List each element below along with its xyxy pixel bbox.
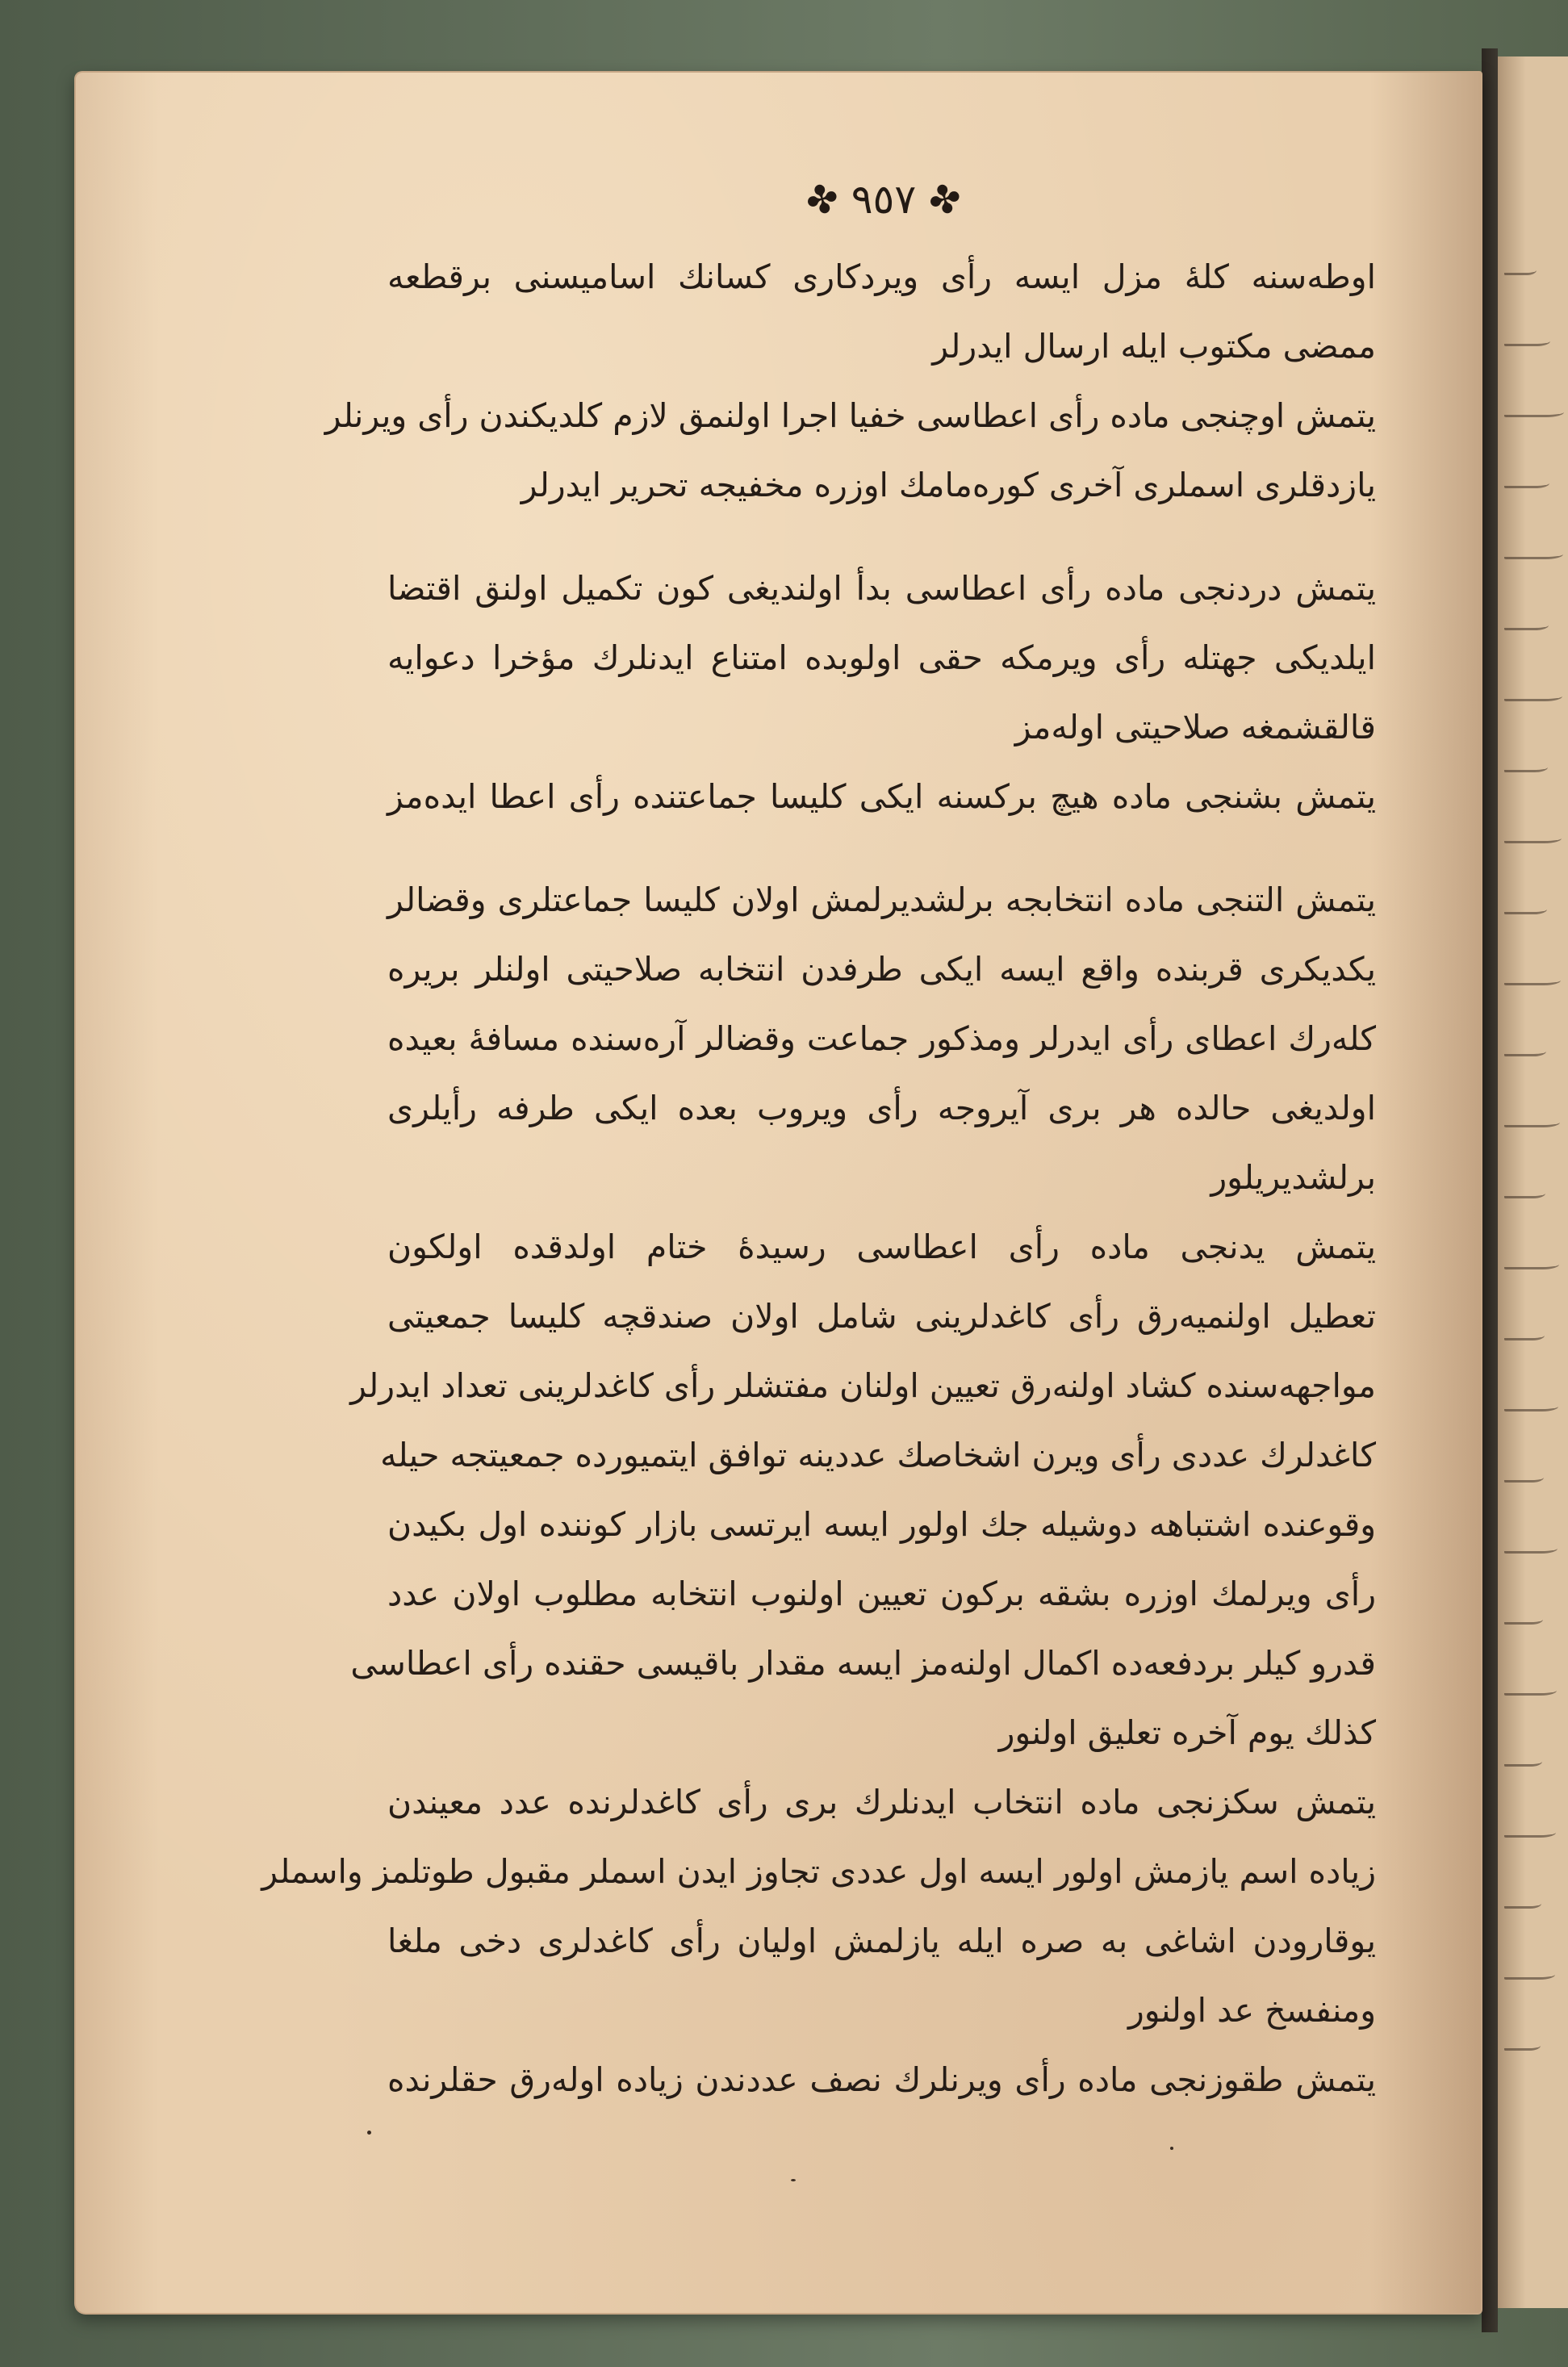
adjacent-page-text-fragment (1504, 1750, 1542, 1767)
text-line: یکدیکری قربنده واقع ایسه ایکی طرفدن انتخابه صلاحیتی اولنلر بریره (387, 950, 1376, 989)
adjacent-page-text-fragment (1504, 542, 1563, 559)
text-line: زیاده اسم یازمش اولور ایسه اول عددی تجاوز ایدن اسملر مقبول طوتلمز واسملر (261, 1852, 1376, 1891)
paragraph-gap (387, 831, 1376, 865)
adjacent-page-text-fragment (1504, 400, 1564, 417)
adjacent-page-text-fragment (1504, 826, 1562, 843)
text-line: اوطه‌سنه کلهٔ مزل ایسه رأی ویردکاری کسانك اسامیسنی برقطعه (387, 257, 1376, 296)
adjacent-page-text-fragment (1504, 1110, 1560, 1127)
adjacent-page-text-fragment (1504, 1324, 1545, 1340)
adjacent-page-text-fragment (1504, 1466, 1544, 1483)
adjacent-page-text-fragment (1504, 471, 1549, 488)
adjacent-page-text-fragment (1504, 329, 1550, 346)
text-line: تعطیل اولنمیەرق رأی کاغدلرینی شامل اولان صندقچه کلیسا جمعیتی (387, 1297, 1376, 1336)
text-line: وقوعنده اشتباهه دوشیله جك اولور ایسه ایرتسی بازار کوننده اول بکیدن (387, 1505, 1376, 1544)
adjacent-page-text-fragment (1504, 755, 1548, 772)
adjacent-page-text-fragment (1504, 1679, 1557, 1696)
text-line: کذلك یوم آخره تعلیق اولنور (998, 1713, 1376, 1752)
text-line: یوقارودن اشاغی به صره ایله یازلمش اولیان رأی کاغدلری دخی ملغا (387, 1922, 1376, 1960)
text-line: یتمش یدنجی ماده رأی اعطاسی رسیدهٔ ختام اولدقده اولکون (387, 1227, 1376, 1266)
text-line: ایلدیکی جهتله رأی ویرمکه حقی اولوبده امتناع ایدنلرك مؤخرا دعوایه (387, 638, 1376, 677)
adjacent-page-text-fragment (1504, 258, 1537, 275)
paragraph-gap (387, 520, 1376, 554)
page-number-header (795, 174, 972, 227)
adjacent-page-text-fragment (1504, 1395, 1558, 1411)
text-line: کاغدلرك عددی رأی ویرن اشخاصك عددینه توافق ایتمیورده جمعیتجه حیله (380, 1436, 1376, 1474)
text-line: قالقشمغه صلاحیتی اولەمز (1014, 708, 1376, 746)
text-line: یتمش التنجی ماده انتخابجه برلشدیرلمش اولان کلیسا جماعتلری وقضالر (387, 880, 1376, 919)
right-ornament-icon: ✤ (801, 174, 844, 227)
text-line: یازدقلری اسملری آخری کورەمامك اوزرە مخفیجه تحریر ایدرلر (521, 466, 1376, 504)
book-gutter (1482, 48, 1498, 2332)
text-line: ومنفسخ عد اولنور (1128, 1991, 1376, 2030)
adjacent-page-text-fragment (1504, 968, 1561, 985)
adjacent-page-edge (1498, 56, 1568, 2308)
adjacent-page-text-fragment (1504, 897, 1547, 914)
left-ornament-icon: ✤ (923, 174, 967, 227)
adjacent-page-text-fragment (1504, 1253, 1559, 1269)
adjacent-page-text-fragment (1504, 1892, 1541, 1909)
paper-speck (367, 2131, 371, 2135)
adjacent-page-text-fragment (1504, 1821, 1556, 1838)
text-line: قدرو کیلر بردفعه‌ده اکمال اولنەمز ایسه مقدار باقیسی حقنده رأی اعطاسی (350, 1644, 1376, 1683)
adjacent-page-text-fragment (1504, 613, 1549, 630)
paper-speck (1170, 2147, 1173, 2150)
text-line: مواجهه‌سنده کشاد اولنەرق تعیین اولنان مفتشلر رأی کاغدلرینی تعداد ایدرلر (350, 1366, 1376, 1405)
text-line: یتمش طقوزنجی ماده رأی ویرنلرك نصف عددندن زیاده اولەرق حقلرنده (387, 2060, 1376, 2099)
text-line: کلەرك اعطای رأی ایدرلر ومذکور جماعت وقضالر آرەسنده مسافهٔ بعیده (387, 1019, 1376, 1058)
text-line: یتمش دردنجی ماده رأی اعطاسی بدأ اولندیغی کون تکمیل اولنق اقتضا (387, 569, 1376, 608)
adjacent-page-text-fragment (1504, 1537, 1558, 1554)
adjacent-page-text-fragment (1504, 1963, 1555, 1980)
text-line: ممضی مکتوب ایله ارسال ایدرلر (932, 327, 1376, 366)
adjacent-page-text-fragment (1504, 1039, 1546, 1056)
text-line: یتمش بشنجی ماده هیچ برکسنه ایکی کلیسا جماعتنده رأی اعطا ایدەمز (387, 777, 1376, 816)
paper-speck (791, 2179, 796, 2181)
adjacent-page-text-fragment (1504, 1608, 1543, 1625)
text-line: اولدیغی حالده هر بری آیروجه رأی ویروب بعده ایکی طرفه رأیلری (387, 1089, 1376, 1127)
page-number: ٩٥٧ (851, 176, 917, 223)
adjacent-page-text-fragment (1504, 2034, 1541, 2051)
text-line: برلشدیریلور (1210, 1158, 1376, 1197)
text-line: رأی ویرلمك اوزره بشقه برکون تعیین اولنوب انتخابه مطلوب اولان عدد (387, 1575, 1376, 1613)
text-line: یتمش اوچنجی ماده رأی اعطاسی خفیا اجرا اولنمق لازم کلدیکندن رأی ویرنلر (324, 396, 1376, 435)
adjacent-page-text-fragment (1504, 1181, 1545, 1198)
text-line: یتمش سکزنجی ماده انتخاب ایدنلرك بری رأی کاغدلرنده عدد معیندن (387, 1783, 1376, 1821)
article-text-body (261, 242, 1376, 2114)
adjacent-page-text-fragment (1504, 684, 1562, 701)
